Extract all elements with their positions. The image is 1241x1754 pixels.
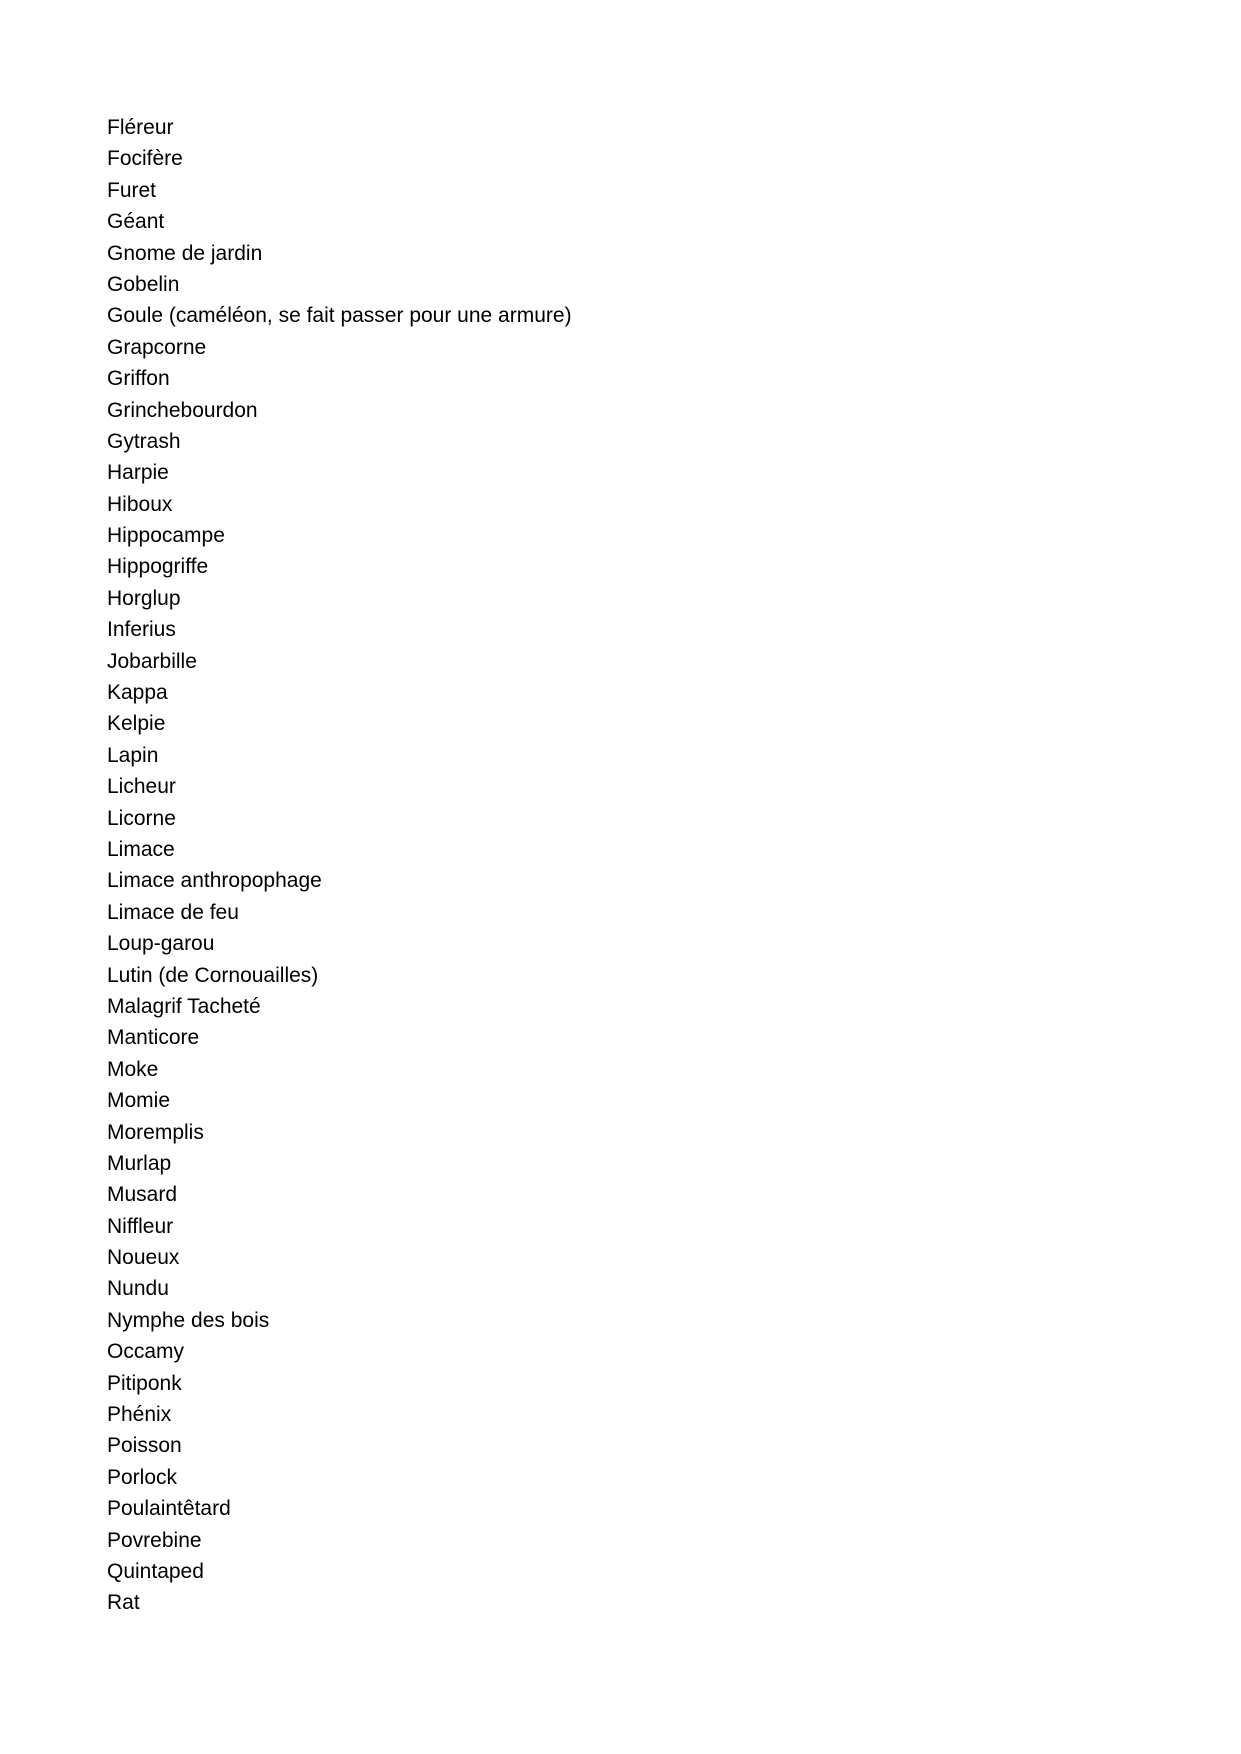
- list-item: Rat: [107, 1591, 140, 1615]
- list-item: Licorne: [107, 806, 176, 830]
- list-item: Malagrif Tacheté: [107, 994, 261, 1018]
- list-item: Horglup: [107, 586, 181, 610]
- list-item: Limace anthropophage: [107, 869, 322, 893]
- list-item: Povrebine: [107, 1528, 202, 1552]
- list-item: Gnome de jardin: [107, 241, 263, 265]
- list-item: Griffon: [107, 367, 170, 391]
- list-item: Occamy: [107, 1340, 185, 1364]
- list-item: Phénix: [107, 1403, 172, 1427]
- list-item: Porlock: [107, 1465, 178, 1489]
- list-item: Kelpie: [107, 712, 166, 736]
- list-item: Hippocampe: [107, 524, 225, 548]
- list-item: Focifère: [107, 147, 183, 171]
- list-item: Nymphe des bois: [107, 1308, 270, 1332]
- list-item: Pitiponk: [107, 1371, 182, 1395]
- list-item: Limace: [107, 837, 175, 861]
- list-item: Murlap: [107, 1151, 172, 1175]
- list-item: Jobarbille: [107, 649, 197, 673]
- list-item: Poisson: [107, 1434, 182, 1458]
- list-item: Lutin (de Cornouailles): [107, 963, 319, 987]
- list-item: Niffleur: [107, 1214, 174, 1238]
- list-item: Moremplis: [107, 1120, 204, 1144]
- list-item: Lapin: [107, 743, 159, 767]
- list-item: Quintaped: [107, 1559, 204, 1583]
- list-item: Goule (caméléon, se fait passer pour une armure): [107, 304, 572, 328]
- list-item: Géant: [107, 210, 165, 234]
- list-item: Harpie: [107, 461, 169, 485]
- list-item: Kappa: [107, 681, 168, 705]
- list-item: Musard: [107, 1183, 178, 1207]
- list-item: Fléreur: [107, 116, 174, 139]
- list-item: Hippogriffe: [107, 555, 209, 579]
- list-item: Momie: [107, 1089, 171, 1113]
- list-item: Inferius: [107, 618, 176, 642]
- list-item: Furet: [107, 178, 157, 202]
- creature-list: [107, 112, 572, 1619]
- list-item: Poulaintêtard: [107, 1497, 231, 1521]
- list-item: Gobelin: [107, 272, 180, 296]
- list-item: Grapcorne: [107, 335, 207, 359]
- list-item: Limace de feu: [107, 900, 239, 924]
- list-item: Grinchebourdon: [107, 398, 258, 422]
- list-item: Loup-garou: [107, 932, 215, 956]
- list-item: Moke: [107, 1057, 159, 1081]
- list-item: Noueux: [107, 1246, 180, 1270]
- list-item: Manticore: [107, 1026, 200, 1050]
- list-item: Gytrash: [107, 429, 181, 453]
- list-item: Nundu: [107, 1277, 169, 1301]
- list-item: Hiboux: [107, 492, 173, 516]
- list-item: Licheur: [107, 775, 176, 799]
